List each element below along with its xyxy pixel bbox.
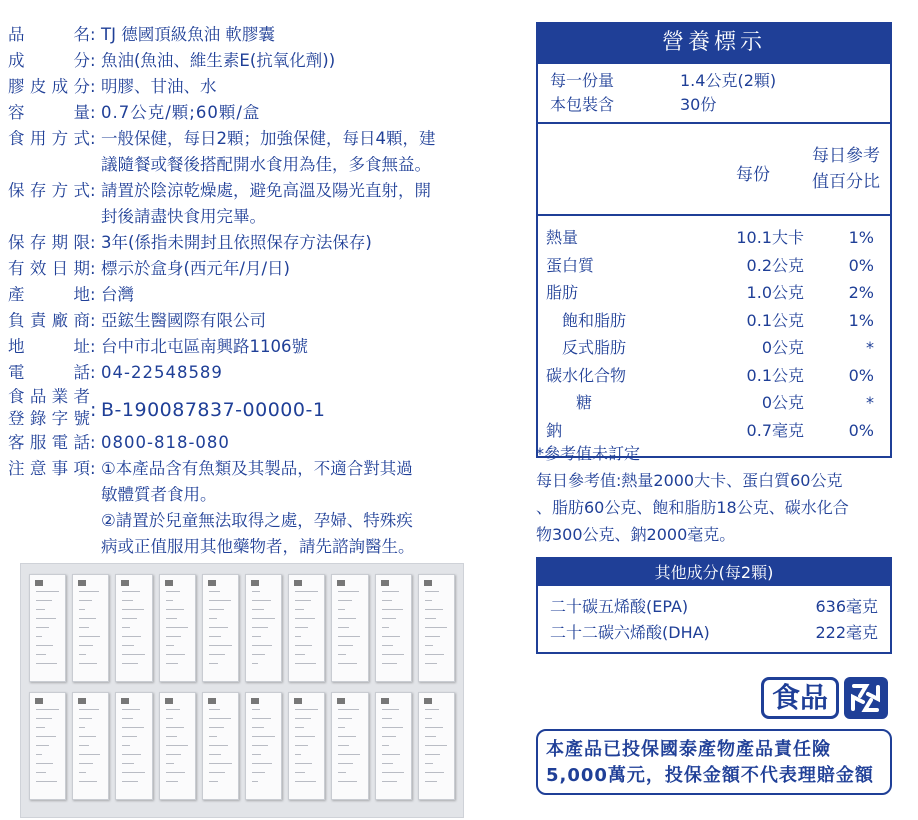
certificate-thumbnail bbox=[375, 692, 412, 800]
certificate-thumbnail bbox=[72, 692, 109, 800]
nutrient-daily-pct: 2% bbox=[848, 283, 874, 302]
info-label: 地 址 bbox=[8, 337, 90, 356]
nutrient-amount: 1.0公克 bbox=[746, 283, 804, 302]
other-ingredient-row bbox=[550, 594, 878, 620]
other-ingredients-title: 其他成分(每2顆) bbox=[538, 559, 890, 586]
certificate-thumbnail bbox=[331, 574, 368, 682]
info-label: 注 意 事 項 bbox=[8, 459, 90, 478]
star-note: *參考值未訂定 bbox=[536, 444, 641, 463]
info-label: 客 服 電 話 bbox=[8, 433, 90, 452]
ingredient-amount: 222毫克 bbox=[815, 623, 878, 642]
certificate-thumbnail bbox=[202, 692, 239, 800]
nutrient-daily-pct: * bbox=[866, 393, 874, 412]
info-value: 0.7公克/顆;60顆/盒 bbox=[101, 103, 261, 122]
nutrient-daily-pct: 0% bbox=[848, 420, 874, 440]
nutrient-amount: 0公克 bbox=[761, 338, 804, 357]
info-value: ①本產品含有魚類及其製品，不適合對其過 敏體質者食用。 ②請置於兒童無法取得之處，孕婦、特殊疾 病或正值服用其他藥物者，請先諮詢醫生。 bbox=[101, 459, 415, 556]
nutrition-rows bbox=[538, 214, 890, 456]
info-label: 成 分 bbox=[8, 51, 90, 70]
info-label: 膠 皮 成 分 bbox=[8, 77, 90, 96]
nutrition-row bbox=[546, 334, 880, 362]
info-row: 負 責 廠 商 : 亞鋐生醫國際有限公司 bbox=[8, 308, 478, 334]
info-row: 食 用 方 式 : 一般保健，每日2顆；加強保健，每日4顆，建 議隨餐或餐後搭配開水食用為佳，多食無益。 bbox=[8, 126, 478, 178]
nutrient-name: 反式脂肪 bbox=[562, 338, 627, 357]
pack-label: 本包裝含 bbox=[550, 95, 615, 114]
nutrient-name: 鈉 bbox=[546, 420, 563, 440]
info-value: B-190087837-00000-1 bbox=[101, 399, 326, 421]
pack-value: 30份 bbox=[680, 95, 717, 114]
nutrient-amount: 10.1大卡 bbox=[736, 228, 804, 247]
certificate-thumbnail bbox=[115, 574, 152, 682]
info-label: 品 名 bbox=[8, 25, 90, 44]
nutrient-name: 飽和脂肪 bbox=[562, 310, 627, 330]
nutrition-row bbox=[546, 362, 880, 390]
certificate-images bbox=[20, 563, 464, 818]
nutrition-row bbox=[546, 307, 880, 335]
info-row: 品 名 : TJ 德國頂級魚油 軟膠囊 bbox=[8, 22, 478, 48]
daily-value-header bbox=[808, 143, 890, 195]
info-value: 亞鋐生醫國際有限公司 bbox=[101, 311, 266, 330]
recycle-icon bbox=[844, 677, 888, 719]
nutrient-amount: 0.7毫克 bbox=[746, 420, 804, 440]
certificate-thumbnail bbox=[159, 574, 196, 682]
nutrient-name: 熱量 bbox=[546, 228, 579, 247]
info-label: 電 話 bbox=[8, 363, 90, 382]
nutrient-amount: 0公克 bbox=[761, 393, 804, 412]
certificate-thumbnail bbox=[331, 692, 368, 800]
info-label: 保 存 期 限 bbox=[8, 233, 90, 252]
nutrient-name: 碳水化合物 bbox=[546, 365, 627, 385]
info-label: 容 量 bbox=[8, 103, 90, 122]
info-value: 明膠、甘油、水 bbox=[101, 77, 217, 96]
nutrition-column-header bbox=[538, 122, 890, 214]
nutrition-notes bbox=[536, 440, 906, 548]
nutrient-name: 脂肪 bbox=[546, 283, 579, 302]
nutrition-row bbox=[546, 252, 880, 280]
info-row: 產 地 : 台灣 bbox=[8, 282, 478, 308]
info-value: TJ 德國頂級魚油 軟膠囊 bbox=[101, 25, 275, 44]
serving-label: 每一份量 bbox=[550, 71, 615, 90]
info-value: 一般保健，每日2顆；加強保健，每日4顆，建 議隨餐或餐後搭配開水食用為佳，多食無益。 bbox=[101, 129, 436, 174]
product-info bbox=[8, 22, 478, 560]
info-label: 食 用 方 式 bbox=[8, 129, 90, 148]
info-value: 台灣 bbox=[101, 285, 134, 304]
certificate-thumbnail bbox=[115, 692, 152, 800]
certificate-thumbnail bbox=[288, 692, 325, 800]
ingredient-name: 二十二碳六烯酸(DHA) bbox=[550, 623, 710, 642]
info-row: 食 品 業 者 登 錄 字 號 : B-190087837-00000-1 bbox=[8, 386, 478, 430]
certificate-thumbnail bbox=[245, 692, 282, 800]
insurance-notice: 本產品已投保國泰產物產品責任險 5,000萬元，投保金額不代表理賠金額 bbox=[536, 729, 892, 795]
nutrient-daily-pct: 0% bbox=[848, 255, 874, 275]
certificate-thumbnail bbox=[245, 574, 282, 682]
info-row: 保 存 期 限 : 3年(係指未開封且依照保存方法保存) bbox=[8, 230, 478, 256]
info-row: 容 量 : 0.7公克/顆;60顆/盒 bbox=[8, 100, 478, 126]
nutrient-amount: 0.2公克 bbox=[746, 255, 804, 275]
info-label: 食 品 業 者 登 錄 字 號 bbox=[8, 387, 90, 428]
certificate-thumbnail bbox=[29, 574, 66, 682]
info-row: 電 話 : 04-22548589 bbox=[8, 360, 478, 386]
nutrition-facts-table bbox=[536, 22, 892, 458]
certificate-thumbnail bbox=[375, 574, 412, 682]
certificate-thumbnail bbox=[202, 574, 239, 682]
nutrient-daily-pct: 0% bbox=[848, 365, 874, 385]
info-row: 地 址 : 台中市北屯區南興路1106號 bbox=[8, 334, 478, 360]
info-value: 請置於陰涼乾燥處，避免高溫及陽光直射，開 封後請盡快食用完畢。 bbox=[101, 181, 431, 226]
nutrition-title: 營養標示 bbox=[538, 24, 890, 62]
info-row: 客 服 電 話 : 0800-818-080 bbox=[8, 430, 478, 456]
serving-value: 1.4公克(2顆) bbox=[680, 71, 777, 90]
nutrient-daily-pct: 1% bbox=[848, 310, 874, 330]
info-label: 產 地 bbox=[8, 285, 90, 304]
info-value: 0800-818-080 bbox=[101, 433, 230, 452]
other-ingredient-row bbox=[550, 620, 878, 646]
nutrient-amount: 0.1公克 bbox=[746, 310, 804, 330]
ingredient-amount: 636毫克 bbox=[815, 597, 878, 616]
certificate-thumbnail bbox=[159, 692, 196, 800]
info-row: 膠 皮 成 分 : 明膠、甘油、水 bbox=[8, 74, 478, 100]
other-ingredients-rows bbox=[538, 586, 890, 652]
info-value: 標示於盒身(西元年/月/日) bbox=[101, 259, 290, 278]
certificate-thumbnail bbox=[29, 692, 66, 800]
info-row: 成 分 : 魚油(魚油、維生素E(抗氧化劑)) bbox=[8, 48, 478, 74]
nutrient-daily-pct: * bbox=[866, 338, 874, 357]
daily-value-header-line1: 每日參考 bbox=[812, 146, 880, 166]
certificate-thumbnail bbox=[288, 574, 325, 682]
nutrient-name: 蛋白質 bbox=[546, 255, 595, 275]
info-value: 04-22548589 bbox=[101, 363, 223, 382]
info-row: 注 意 事 項 : ①本產品含有魚類及其製品，不適合對其過 敏體質者食用。 ②請置於兒童無法取得之處，孕婦、特殊疾 病或正值服用其他藥物者，請先諮詢醫生。 bbox=[8, 456, 478, 560]
info-value: 魚油(魚油、維生素E(抗氧化劑)) bbox=[101, 51, 336, 70]
certificate-thumbnail bbox=[418, 692, 455, 800]
info-label: 負 責 廠 商 bbox=[8, 311, 90, 330]
certificate-thumbnail bbox=[72, 574, 109, 682]
daily-value-header-line2: 值百分比 bbox=[812, 172, 880, 192]
info-value: 台中市北屯區南興路1106號 bbox=[101, 337, 308, 356]
other-ingredients-table bbox=[536, 557, 892, 654]
nutrition-row bbox=[546, 224, 880, 252]
nutrition-row bbox=[546, 389, 880, 417]
nutrient-name: 糖 bbox=[576, 393, 593, 412]
food-mark-logo: 食品 bbox=[761, 677, 839, 719]
per-serving-header: 每份 bbox=[736, 164, 770, 185]
nutrition-row bbox=[546, 279, 880, 307]
info-row: 有 效 日 期 : 標示於盒身(西元年/月/日) bbox=[8, 256, 478, 282]
info-label: 保 存 方 式 bbox=[8, 181, 90, 200]
certificate-thumbnail bbox=[418, 574, 455, 682]
info-value: 3年(係指未開封且依照保存方法保存) bbox=[101, 233, 372, 252]
daily-reference-note: 每日參考值:熱量2000大卡、蛋白質60公克 、脂肪60公克、飽和脂肪18公克、碳水化合 物300公克、鈉2000毫克。 bbox=[536, 471, 849, 544]
serving-info bbox=[538, 62, 890, 122]
info-label: 有 效 日 期 bbox=[8, 259, 90, 278]
ingredient-name: 二十碳五烯酸(EPA) bbox=[550, 597, 689, 616]
nutrient-daily-pct: 1% bbox=[848, 228, 874, 247]
nutrient-amount: 0.1公克 bbox=[746, 365, 804, 385]
info-row: 保 存 方 式 : 請置於陰涼乾燥處，避免高溫及陽光直射，開 封後請盡快食用完畢。 bbox=[8, 178, 478, 230]
